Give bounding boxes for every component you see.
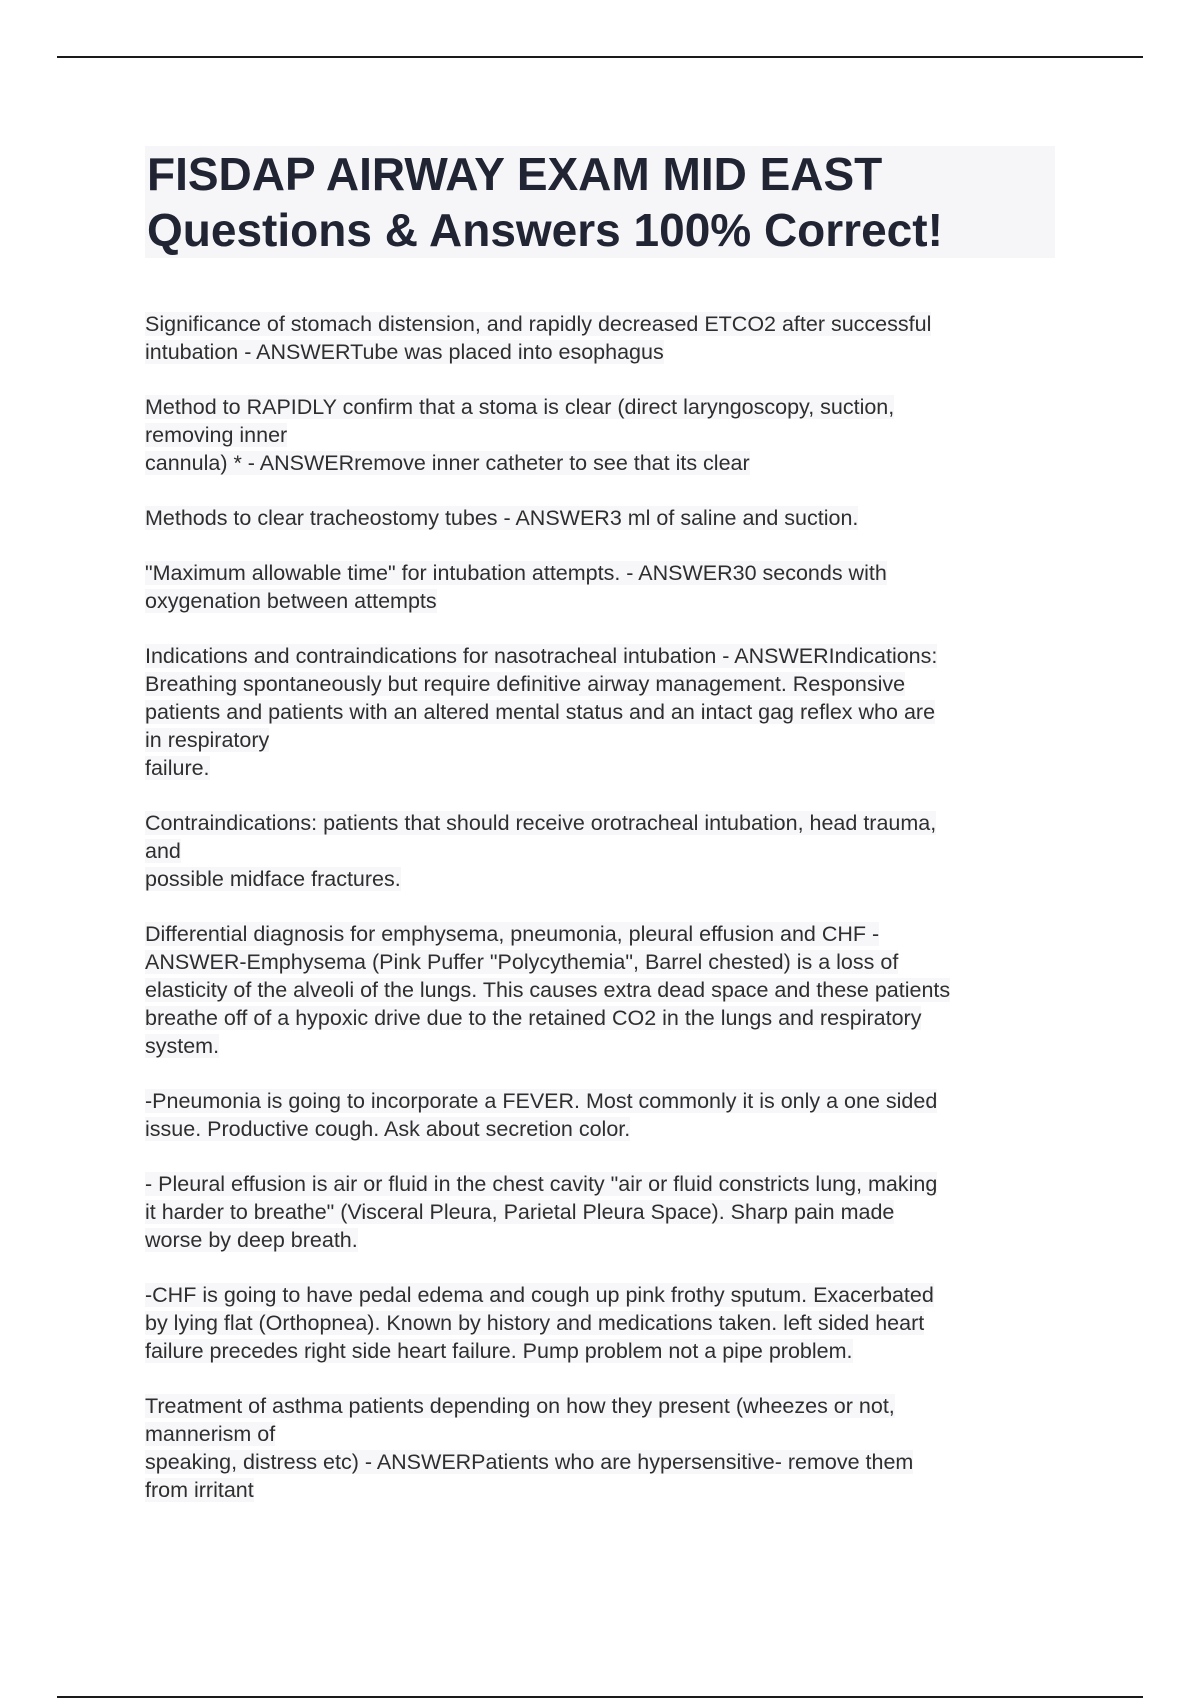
document-body — [145, 146, 1055, 1531]
qa-paragraph: Contraindications: patients that should receive orotracheal intubation, head trauma, and possible midface fractures. — [145, 811, 937, 891]
qa-paragraph: Differential diagnosis for emphysema, pneumonia, pleural effusion and CHF - ANSWER-Emphysema (Pink Puffer "Polycythemia", Barrel chested) is a loss of elasticity of the alveoli of the lungs. This causes extra dead space and these patients breathe off of a hypoxic drive due to the retained CO2 in the lungs and respiratory system. — [145, 922, 951, 1058]
qa-paragraph: Treatment of asthma patients depending on how they present (wheezes or not, mannerism of speaking, distress etc) - ANSWERPatients who are hypersensitive- remove them from irritant — [145, 1394, 914, 1502]
qa-paragraph: Methods to clear tracheostomy tubes - ANSWER3 ml of saline and suction. — [145, 506, 859, 530]
top-rule — [57, 56, 1143, 58]
qa-paragraph: Method to RAPIDLY confirm that a stoma is clear (direct laryngoscopy, suction, removing inner cannula) * - ANSWERremove inner catheter to see that its clear — [145, 395, 895, 475]
qa-paragraph: -CHF is going to have pedal edema and cough up pink frothy sputum. Exacerbated by lying flat (Orthopnea). Known by history and medications taken. left sided heart failure precedes right side heart failure. Pump problem not a pipe problem. — [145, 1283, 934, 1363]
qa-list — [145, 310, 1055, 1504]
qa-paragraph: -Pneumonia is going to incorporate a FEVER. Most commonly it is only a one sided issue. Productive cough. Ask about secretion color. — [145, 1089, 938, 1141]
title-line-1: FISDAP AIRWAY EXAM MID EAST — [147, 148, 883, 200]
qa-paragraph: "Maximum allowable time" for intubation attempts. - ANSWER30 seconds with oxygenation between attempts — [145, 561, 887, 613]
qa-paragraph: Significance of stomach distension, and rapidly decreased ETCO2 after successful intubation - ANSWERTube was placed into esophagus — [145, 312, 932, 364]
document-title — [145, 146, 1055, 258]
bottom-rule — [57, 1696, 1143, 1698]
qa-paragraph: Indications and contraindications for nasotracheal intubation - ANSWERIndications: Breathing spontaneously but require definitive airway management. Responsive patients and patients with an altered mental status and an intact gag reflex who are in respiratory failure. — [145, 644, 938, 780]
title-line-2: Questions & Answers 100% Correct! — [147, 204, 943, 256]
qa-paragraph: - Pleural effusion is air or fluid in the chest cavity "air or fluid constricts lung, making it harder to breathe" (Visceral Pleura, Parietal Pleura Space). Sharp pain made worse by deep breath. — [145, 1172, 938, 1252]
